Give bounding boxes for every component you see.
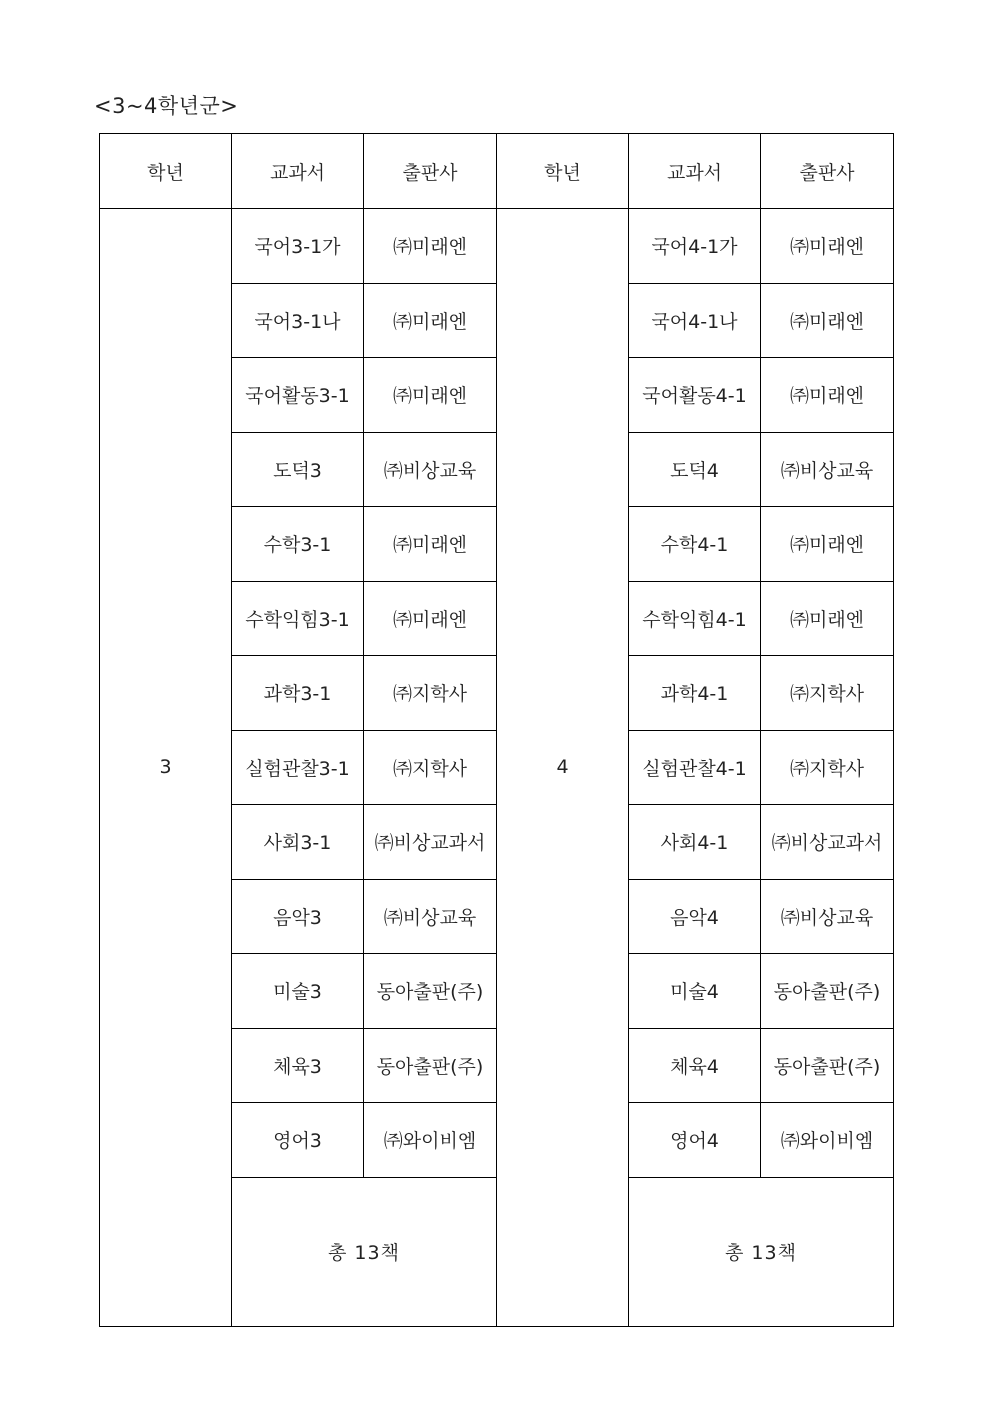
publisher-cell: ㈜와이비엠 — [364, 1103, 497, 1178]
publisher-cell: 동아출판(주) — [761, 954, 894, 1029]
textbook-table — [99, 133, 894, 1327]
publisher-cell: ㈜와이비엠 — [761, 1103, 894, 1178]
publisher-cell: ㈜지학사 — [761, 656, 894, 731]
textbook-cell: 과학4-1 — [629, 656, 761, 731]
textbook-cell: 사회4-1 — [629, 805, 761, 880]
header-publisher-right: 출판사 — [761, 134, 894, 209]
textbook-cell: 국어활동3-1 — [232, 358, 364, 433]
publisher-cell: ㈜미래엔 — [364, 209, 497, 284]
grade-cell-right: 4 — [497, 209, 629, 1327]
publisher-cell: ㈜미래엔 — [364, 283, 497, 358]
publisher-cell: 동아출판(주) — [364, 1028, 497, 1103]
grade-cell-left: 3 — [100, 209, 232, 1327]
header-grade-left: 학년 — [100, 134, 232, 209]
textbook-cell: 사회3-1 — [232, 805, 364, 880]
header-textbook-left: 교과서 — [232, 134, 364, 209]
publisher-cell: ㈜미래엔 — [761, 581, 894, 656]
publisher-cell: ㈜지학사 — [761, 730, 894, 805]
textbook-cell: 국어4-1가 — [629, 209, 761, 284]
publisher-cell: ㈜미래엔 — [364, 581, 497, 656]
publisher-cell: 동아출판(주) — [364, 954, 497, 1029]
textbook-cell: 음악4 — [629, 879, 761, 954]
table-header-row — [100, 134, 894, 209]
textbook-cell: 국어3-1가 — [232, 209, 364, 284]
table-row — [100, 209, 894, 284]
textbook-cell: 음악3 — [232, 879, 364, 954]
textbook-cell: 수학4-1 — [629, 507, 761, 582]
publisher-cell: ㈜지학사 — [364, 656, 497, 731]
publisher-cell: ㈜지학사 — [364, 730, 497, 805]
textbook-cell: 국어활동4-1 — [629, 358, 761, 433]
textbook-cell: 국어3-1나 — [232, 283, 364, 358]
header-publisher-left: 출판사 — [364, 134, 497, 209]
textbook-cell: 실험관찰4-1 — [629, 730, 761, 805]
textbook-cell: 국어4-1나 — [629, 283, 761, 358]
publisher-cell: ㈜비상교육 — [364, 432, 497, 507]
textbook-cell: 영어3 — [232, 1103, 364, 1178]
textbook-cell: 실험관찰3-1 — [232, 730, 364, 805]
textbook-cell: 수학익힘4-1 — [629, 581, 761, 656]
textbook-cell: 체육4 — [629, 1028, 761, 1103]
publisher-cell: ㈜미래엔 — [761, 283, 894, 358]
textbook-cell: 미술3 — [232, 954, 364, 1029]
textbook-cell: 수학3-1 — [232, 507, 364, 582]
publisher-cell: ㈜비상교과서 — [761, 805, 894, 880]
publisher-cell: ㈜미래엔 — [761, 358, 894, 433]
header-textbook-right: 교과서 — [629, 134, 761, 209]
textbook-cell: 과학3-1 — [232, 656, 364, 731]
textbook-cell: 체육3 — [232, 1028, 364, 1103]
publisher-cell: 동아출판(주) — [761, 1028, 894, 1103]
total-count-right: 총 13책 — [629, 1177, 894, 1326]
publisher-cell: ㈜비상교육 — [364, 879, 497, 954]
publisher-cell: ㈜미래엔 — [364, 507, 497, 582]
section-caption: <3~4학년군> — [94, 94, 239, 118]
publisher-cell: ㈜비상교육 — [761, 879, 894, 954]
publisher-cell: ㈜비상교과서 — [364, 805, 497, 880]
textbook-cell: 미술4 — [629, 954, 761, 1029]
total-count-left: 총 13책 — [232, 1177, 497, 1326]
publisher-cell: ㈜비상교육 — [761, 432, 894, 507]
publisher-cell: ㈜미래엔 — [761, 507, 894, 582]
textbook-cell: 수학익힘3-1 — [232, 581, 364, 656]
header-grade-right: 학년 — [497, 134, 629, 209]
publisher-cell: ㈜미래엔 — [364, 358, 497, 433]
textbook-cell: 영어4 — [629, 1103, 761, 1178]
textbook-cell: 도덕4 — [629, 432, 761, 507]
textbook-cell: 도덕3 — [232, 432, 364, 507]
publisher-cell: ㈜미래엔 — [761, 209, 894, 284]
